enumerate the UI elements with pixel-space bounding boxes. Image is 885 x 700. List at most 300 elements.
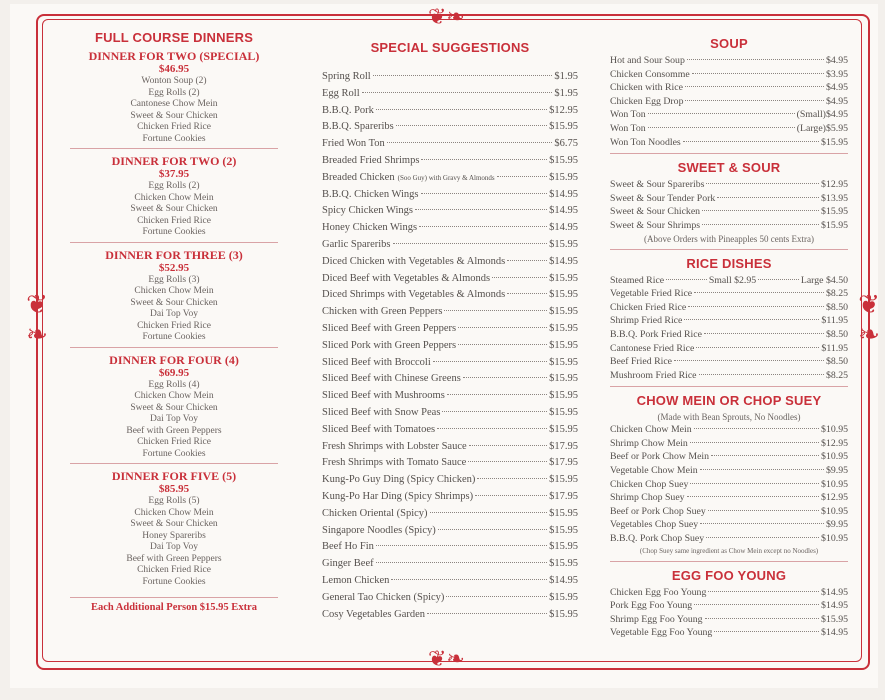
leader-dots	[704, 333, 824, 334]
leader-dots	[705, 618, 819, 619]
dinner-item: Honey Spareribs	[142, 530, 206, 541]
leader-dots	[699, 374, 824, 375]
item-size: (Small)	[796, 109, 826, 121]
item-price: $12.95	[821, 437, 848, 449]
dinner-item: Beef with Green Peppers	[126, 425, 222, 436]
menu-item-row	[322, 371, 578, 388]
item-name: Chicken Fried Rice	[610, 301, 687, 313]
chow-mein-list	[610, 423, 848, 545]
dinner-block	[70, 49, 278, 149]
dinner-item: Egg Rolls (2)	[148, 181, 200, 191]
item-price: $14.95	[821, 627, 848, 639]
full-course-title: FULL COURSE DINNERS	[94, 30, 254, 45]
menu-item-row	[610, 68, 848, 82]
item-price: $14.95	[549, 255, 578, 267]
menu-item-row	[322, 590, 578, 607]
leader-dots	[421, 193, 548, 194]
leader-dots	[702, 224, 819, 225]
menu-item-row	[322, 523, 578, 540]
menu-item-row	[610, 136, 848, 150]
item-price: $15.95	[549, 154, 578, 166]
dinner-item: Egg Rolls (3)	[148, 274, 200, 285]
item-price: $6.75	[554, 138, 578, 150]
item-name: Sliced Beef with Chinese Greens	[322, 373, 461, 385]
item-price: $15.95	[549, 390, 578, 402]
leader-dots	[685, 100, 823, 101]
full-course-column	[70, 30, 278, 613]
menu-item-row	[322, 489, 578, 506]
item-price: $8.50	[825, 328, 848, 340]
dinner-item: Sweet & Sour Chicken	[130, 110, 218, 121]
leader-dots	[694, 604, 819, 605]
item-price: $12.95	[821, 179, 848, 191]
special-column	[322, 40, 578, 623]
steamed-rice-row	[610, 274, 848, 288]
sweet-sour-title: SWEET & SOUR	[677, 160, 781, 176]
dinner-item: Wonton Soup (2)	[141, 76, 207, 86]
menu-item-row	[322, 539, 578, 556]
leader-dots	[477, 478, 547, 479]
menu-item-row	[322, 607, 578, 624]
item-price: $15.95	[549, 541, 578, 553]
item-name: Vegetables Chop Suey	[610, 519, 699, 531]
item-price: $9.95	[825, 519, 848, 531]
item-name: Vegetable Egg Foo Young	[610, 627, 713, 639]
item-name: B.B.Q. Pork	[322, 104, 374, 116]
leader-dots	[688, 306, 824, 307]
item-price: $17.95	[549, 490, 578, 502]
item-price: $15.95	[549, 339, 578, 351]
additional-person-note: Each Additional Person $15.95 Extra	[70, 597, 278, 613]
item-name: B.B.Q. Spareribs	[322, 121, 394, 133]
menu-item-row	[610, 355, 848, 369]
menu-item-row	[610, 192, 848, 206]
item-price: $15.95	[549, 306, 578, 318]
right-column	[610, 36, 848, 640]
item-name: Diced Chicken with Vegetables & Almonds	[322, 255, 506, 267]
item-name: Steamed Rice	[610, 274, 665, 286]
item-price: $14.95	[549, 205, 578, 217]
menu-item-row	[322, 422, 578, 439]
dinner-price: $52.95	[158, 261, 190, 274]
item-name: Won Ton Noodles	[610, 136, 681, 148]
item-price: Small $2.95	[708, 274, 757, 286]
item-price: $14.95	[549, 188, 578, 200]
leader-dots	[376, 109, 547, 110]
item-name: Spicy Chicken Wings	[322, 205, 413, 217]
dinner-item: Egg Rolls (2)	[148, 87, 200, 98]
item-price: $13.95	[821, 192, 848, 204]
item-name: Chicken Egg Foo Young	[610, 586, 707, 598]
leader-dots	[690, 483, 819, 484]
leader-dots	[475, 495, 547, 496]
item-name: Hot and Sour Soup	[610, 55, 685, 66]
ornament-top-icon: ❦❧	[428, 4, 465, 29]
leader-dots	[444, 310, 547, 311]
ornament-bottom-icon: ❦❧	[428, 646, 465, 671]
item-price: $15.95	[549, 591, 578, 603]
item-name: Fresh Shrimps with Tomato Sauce	[322, 457, 467, 469]
leader-dots	[437, 428, 547, 429]
item-name: Ginger Beef	[322, 558, 374, 570]
dinner-item: Fortune Cookies	[142, 448, 206, 459]
chow-mein-note: (Chop Suey same ingredient as Chow Mein except no Noodles)	[639, 546, 819, 555]
leader-dots	[469, 445, 547, 446]
item-name: Beef Ho Fin	[322, 541, 374, 553]
item-price: $5.95	[825, 122, 848, 134]
leader-dots	[758, 279, 799, 280]
dinner-block	[70, 353, 278, 465]
item-price: $10.95	[821, 505, 848, 517]
menu-item-row	[610, 178, 848, 192]
leader-dots	[683, 141, 819, 142]
item-price: $17.95	[549, 440, 578, 452]
item-name: Won Ton	[610, 122, 646, 134]
item-price: $10.95	[821, 424, 848, 436]
menu-item-row	[322, 187, 578, 204]
soup-title: SOUP	[710, 36, 748, 51]
item-name: B.B.Q. Pork Fried Rice	[610, 328, 702, 340]
item-price: $10.95	[821, 451, 848, 463]
item-name: B.B.Q. Pork Chop Suey	[610, 533, 705, 545]
divider	[610, 249, 848, 250]
item-price: $15.95	[549, 121, 578, 133]
dinner-name: DINNER FOR FIVE (5)	[111, 469, 237, 483]
chow-mein-subtitle: (Made with Bean Sprouts, No Noodles)	[657, 412, 801, 423]
leader-dots	[694, 292, 824, 293]
item-price: $12.95	[549, 104, 578, 116]
item-name: Won Ton	[610, 109, 646, 121]
leader-dots	[666, 279, 707, 280]
menu-item-row	[322, 439, 578, 456]
item-name: Sliced Beef with Green Peppers	[322, 322, 457, 334]
menu-item-row	[610, 518, 848, 532]
item-price: $4.95	[825, 109, 848, 121]
menu-item-row	[322, 338, 578, 355]
leader-dots	[438, 529, 547, 530]
item-name: Sliced Beef with Tomatoes	[322, 423, 436, 435]
item-name: Kung-Po Har Ding (Spicy Shrimps)	[322, 490, 474, 502]
item-price: $1.95	[554, 71, 578, 82]
item-name: Beef or Pork Chow Mein	[610, 451, 710, 463]
item-price: $14.95	[821, 586, 848, 598]
dinner-item: Chicken Chow Mein	[134, 391, 214, 401]
menu-item-row	[322, 170, 578, 187]
item-price: $14.95	[821, 600, 848, 612]
item-name: Chicken with Green Peppers	[322, 306, 443, 318]
dinner-price: $85.95	[158, 483, 190, 495]
menu-item-row	[610, 599, 848, 613]
menu-item-row	[610, 54, 848, 68]
item-price: $15.95	[549, 238, 578, 250]
menu-item-row	[610, 437, 848, 451]
item-name: Sweet & Sour Shrimps	[610, 219, 701, 231]
dinner-item: Fortune Cookies	[142, 133, 206, 144]
dinner-price: $37.95	[158, 168, 190, 180]
sweet-sour-note: (Above Orders with Pineapples 50 cents Extra)	[644, 233, 814, 244]
leader-dots	[717, 197, 819, 198]
leader-dots	[421, 159, 547, 160]
menu-item-row	[322, 321, 578, 338]
leader-dots	[497, 176, 547, 177]
item-price: $10.95	[821, 478, 848, 490]
leader-dots	[648, 113, 795, 114]
item-name: Pork Egg Foo Young	[610, 600, 693, 612]
dinner-item: Chicken Chow Mein	[134, 192, 214, 203]
item-name: Mushroom Fried Rice	[610, 369, 697, 381]
item-name: Singapore Noodles (Spicy)	[322, 524, 436, 536]
menu-item-row	[322, 271, 578, 288]
menu-item-row	[322, 506, 578, 523]
dinner-list	[70, 49, 278, 591]
item-name: Cantonese Fried Rice	[610, 342, 695, 354]
item-price: $11.95	[821, 342, 848, 354]
leader-dots	[711, 455, 819, 456]
item-name: Cosy Vegetables Garden	[322, 608, 426, 620]
item-price: $4.95	[825, 55, 848, 66]
item-price: $14.95	[549, 222, 578, 234]
menu-item-row	[610, 464, 848, 478]
leader-dots	[507, 260, 547, 261]
dinner-name: DINNER FOR FOUR (4)	[109, 352, 239, 367]
item-price: $15.95	[821, 613, 848, 625]
divider	[610, 386, 848, 387]
menu-item-row	[610, 122, 848, 136]
ornament-right-icon: ❦❧	[855, 290, 884, 350]
menu-item-row	[610, 205, 848, 219]
menu-item-row	[610, 301, 848, 315]
leader-dots	[714, 631, 819, 632]
dinner-block	[70, 469, 278, 591]
menu-item-row	[322, 136, 578, 153]
item-name: Shrimp Chow Mein	[610, 437, 688, 449]
special-list	[322, 69, 578, 623]
menu-item-row	[610, 532, 848, 546]
menu-item-row	[610, 328, 848, 342]
menu-item-row	[322, 237, 578, 254]
item-name: Chicken with Rice	[610, 82, 683, 94]
rice-list	[610, 287, 848, 382]
leader-dots	[468, 461, 547, 462]
item-name: Chicken Oriental (Spicy)	[322, 507, 428, 519]
leader-dots	[376, 562, 548, 563]
leader-dots	[687, 59, 824, 60]
leader-dots	[648, 127, 795, 128]
item-name: Sliced Beef with Snow Peas	[322, 406, 441, 418]
item-price: $15.95	[549, 356, 578, 368]
menu-item-row	[322, 69, 578, 86]
menu-item-row	[610, 314, 848, 328]
item-name: Honey Chicken Wings	[322, 222, 418, 234]
item-price: $15.95	[549, 406, 578, 418]
leader-dots	[674, 360, 824, 361]
leader-dots	[690, 442, 819, 443]
leader-dots	[702, 210, 819, 211]
item-name: Sliced Pork with Green Peppers	[322, 339, 457, 351]
menu-item-row	[610, 81, 848, 95]
item-name: Vegetable Fried Rice	[610, 288, 693, 300]
divider	[610, 153, 848, 154]
dinner-block	[70, 248, 278, 348]
item-price: $17.95	[549, 457, 578, 469]
dinner-item: Chicken Fried Rice	[137, 320, 211, 331]
item-name: General Tao Chicken (Spicy)	[322, 591, 445, 603]
dinner-item: Fortune Cookies	[142, 576, 206, 587]
item-price: $15.95	[549, 272, 578, 284]
item-size: (Large)	[796, 122, 826, 134]
leader-dots	[463, 377, 547, 378]
item-name: Shrimp Egg Foo Young	[610, 613, 703, 625]
egg-foo-list	[610, 586, 848, 640]
item-name: Diced Beef with Vegetables & Almonds	[322, 272, 491, 284]
item-name: Garlic Spareribs	[322, 238, 391, 250]
dinner-item: Cantonese Chow Mein	[130, 99, 218, 109]
menu-item-row	[322, 405, 578, 422]
menu-item-row	[610, 219, 848, 233]
dinner-item: Dai Top Voy	[150, 542, 198, 552]
item-name: Diced Shrimps with Vegetables & Almonds	[322, 289, 506, 301]
leader-dots	[700, 523, 824, 524]
item-price: $10.95	[821, 533, 848, 545]
leader-dots	[419, 226, 547, 227]
item-price: $15.95	[549, 474, 578, 486]
item-note: (Soo Guy) with Gravy & Almonds	[397, 173, 495, 182]
item-name: Chicken Chow Mein	[610, 424, 692, 436]
item-name: Sliced Beef with Mushrooms	[322, 390, 445, 402]
menu-item-row	[322, 388, 578, 405]
item-price: $11.95	[821, 315, 848, 327]
dinner-item: Chicken Fried Rice	[137, 215, 211, 226]
dinner-item: Egg Rolls (5)	[148, 496, 200, 506]
item-price: $3.95	[825, 68, 848, 80]
leader-dots	[458, 344, 547, 345]
item-name: Vegetable Chow Mein	[610, 465, 698, 477]
menu-item-row	[322, 355, 578, 372]
menu-item-row	[322, 86, 578, 103]
leader-dots	[687, 496, 819, 497]
dinner-item: Dai Top Voy	[150, 309, 198, 319]
item-name: Sweet & Sour Spareribs	[610, 179, 705, 191]
menu-item-row	[610, 423, 848, 437]
menu-item-row	[610, 505, 848, 519]
item-price: $15.95	[821, 136, 848, 148]
item-price: $15.95	[549, 558, 578, 570]
dinner-item: Dai Top Voy	[150, 414, 198, 424]
dinner-item: Chicken Fried Rice	[137, 122, 211, 132]
item-price: $15.95	[821, 219, 848, 231]
leader-dots	[376, 545, 547, 546]
dinner-item: Chicken Chow Mein	[134, 286, 214, 296]
item-price: $15.95	[549, 524, 578, 536]
item-price: $15.95	[549, 322, 578, 334]
item-price: $1.95	[554, 87, 578, 99]
item-name: Shrimp Fried Rice	[610, 315, 683, 327]
item-name: Chicken Consomme	[610, 68, 690, 80]
leader-dots	[362, 92, 553, 93]
dinner-item: Chicken Chow Mein	[134, 507, 214, 518]
item-price: $15.95	[549, 423, 578, 435]
menu-item-row	[322, 287, 578, 304]
dinner-item: Sweet & Sour Chicken	[130, 204, 218, 214]
item-price: Large $4.50	[800, 274, 849, 286]
rice-title: RICE DISHES	[686, 255, 772, 271]
menu-item-row	[322, 304, 578, 321]
leader-dots	[391, 579, 547, 580]
item-name: Shrimp Chop Suey	[610, 492, 685, 504]
leader-dots	[706, 537, 819, 538]
menu-item-row	[322, 220, 578, 237]
dinner-item: Fortune Cookies	[142, 227, 206, 237]
dinner-name: DINNER FOR TWO (SPECIAL)	[88, 49, 260, 63]
divider	[610, 561, 848, 562]
menu-item-row	[322, 556, 578, 573]
leader-dots	[396, 125, 547, 126]
item-price: $4.95	[825, 82, 848, 94]
dinner-price: $69.95	[158, 366, 190, 379]
special-title: SPECIAL SUGGESTIONS	[370, 40, 530, 55]
menu-item-row	[610, 613, 848, 627]
leader-dots	[692, 73, 824, 74]
soup-list	[610, 54, 848, 149]
leader-dots	[708, 510, 819, 511]
leader-dots	[427, 613, 547, 614]
leader-dots	[446, 596, 547, 597]
chow-mein-title: CHOW MEIN OR CHOP SUEY	[636, 393, 822, 409]
menu-item-row	[610, 478, 848, 492]
dinner-item: Sweet & Sour Chicken	[130, 297, 218, 308]
leader-dots	[433, 361, 547, 362]
leader-dots	[442, 411, 547, 412]
dinner-item: Fortune Cookies	[142, 332, 206, 342]
item-name: Fried Won Ton	[322, 138, 385, 150]
menu-item-row	[610, 342, 848, 356]
item-name: Kung-Po Guy Ding (Spicy Chicken)	[322, 474, 476, 486]
leader-dots	[696, 347, 819, 348]
dinner-block	[70, 154, 278, 243]
dinner-item: Egg Rolls (4)	[148, 379, 200, 390]
item-price: $4.95	[825, 95, 848, 107]
item-price: $15.95	[549, 507, 578, 519]
leader-dots	[415, 209, 547, 210]
leader-dots	[458, 327, 547, 328]
menu-item-row	[322, 455, 578, 472]
item-price: $15.95	[549, 289, 578, 301]
item-price: $8.50	[825, 301, 848, 313]
menu-item-row	[610, 491, 848, 505]
leader-dots	[447, 394, 547, 395]
egg-foo-title: EGG FOO YOUNG	[671, 567, 787, 583]
menu-item-row	[610, 287, 848, 301]
dinner-item: Sweet & Sour Chicken	[130, 519, 218, 529]
menu-item-row	[610, 626, 848, 640]
item-name: Sweet & Sour Chicken	[610, 206, 701, 218]
dinner-name: DINNER FOR THREE (3)	[105, 247, 243, 262]
item-name: Sliced Beef with Broccoli	[322, 356, 431, 368]
leader-dots	[684, 319, 819, 320]
menu-item-row	[322, 103, 578, 120]
item-price: $15.95	[821, 206, 848, 218]
leader-dots	[387, 142, 553, 143]
leader-dots	[708, 591, 819, 592]
dinner-price: $46.95	[158, 63, 190, 75]
leader-dots	[685, 86, 824, 87]
item-price: $15.95	[549, 171, 578, 183]
dinner-item: Sweet & Sour Chicken	[130, 402, 218, 413]
leader-dots	[700, 469, 824, 470]
leader-dots	[430, 512, 548, 513]
menu-item-row	[610, 450, 848, 464]
dinner-name: DINNER FOR TWO (2)	[111, 154, 237, 168]
